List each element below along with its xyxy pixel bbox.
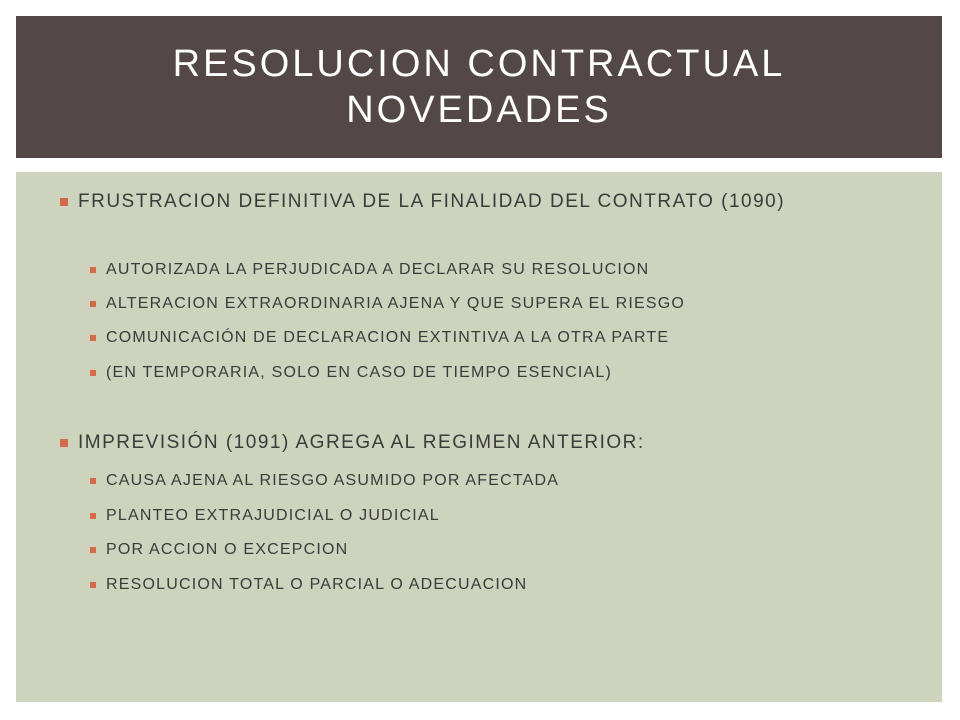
list-item-text: AUTORIZADA LA PERJUDICADA A DECLARAR SU RESOLUCION	[106, 261, 650, 278]
square-bullet-icon	[90, 370, 96, 376]
list-item	[90, 469, 890, 493]
slide-title-line-2: NOVEDADES	[346, 89, 612, 131]
list-item-text: COMUNICACIÓN DE DECLARACION EXTINTIVA A LA OTRA PARTE	[106, 329, 670, 346]
list-item	[90, 504, 890, 528]
square-bullet-icon	[90, 582, 96, 588]
title-bar	[16, 16, 942, 158]
square-bullet-icon	[90, 335, 96, 341]
square-bullet-icon	[60, 439, 68, 447]
list-item-text: RESOLUCION TOTAL O PARCIAL O ADECUACION	[106, 576, 528, 593]
content-panel	[16, 172, 942, 702]
section-heading-frustracion	[60, 187, 880, 217]
list-item-text: CAUSA AJENA AL RIESGO ASUMIDO POR AFECTADA	[106, 472, 560, 489]
list-item	[90, 258, 890, 282]
list-item	[90, 573, 890, 597]
square-bullet-icon	[90, 267, 96, 273]
square-bullet-icon	[90, 478, 96, 484]
square-bullet-icon	[90, 513, 96, 519]
list-item-text: (EN TEMPORARIA, SOLO EN CASO DE TIEMPO ESENCIAL)	[106, 364, 612, 381]
list-item	[90, 292, 890, 316]
section-heading-imprevision	[60, 428, 880, 458]
list-item	[90, 361, 890, 385]
section-heading-text: FRUSTRACION DEFINITIVA DE LA FINALIDAD DEL CONTRATO (1090)	[78, 191, 786, 212]
slide-title-line-1: RESOLUCION CONTRACTUAL	[172, 43, 786, 85]
list-item	[90, 538, 890, 562]
list-item	[90, 326, 890, 350]
section-heading-text: IMPREVISIÓN (1091) AGREGA AL REGIMEN ANTERIOR:	[78, 432, 645, 453]
list-item-text: PLANTEO EXTRAJUDICIAL O JUDICIAL	[106, 507, 440, 524]
list-item-text: ALTERACION EXTRAORDINARIA AJENA Y QUE SUPERA EL RIESGO	[106, 295, 686, 312]
list-item-text: POR ACCION O EXCEPCION	[106, 541, 349, 558]
square-bullet-icon	[60, 198, 68, 206]
square-bullet-icon	[90, 547, 96, 553]
square-bullet-icon	[90, 301, 96, 307]
